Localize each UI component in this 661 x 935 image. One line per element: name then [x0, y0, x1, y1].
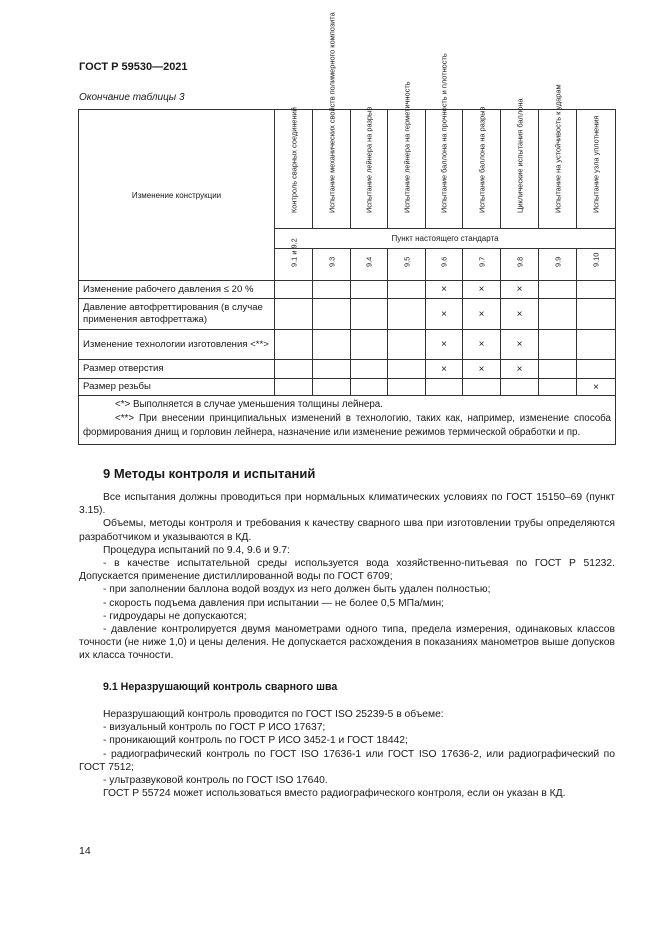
column-header: [388, 81, 426, 229]
column-header-text: Циклические испытания баллона: [515, 98, 524, 213]
mark-cell: [539, 281, 577, 299]
mark-cell: [539, 299, 577, 330]
list-item: - давление контролируется двумя манометрами одного типа, предела измерения, одинаковых классов точности (не ниже 1,0) и цены деления. Не допускается расхождения в показаниях манометров выше допусков их класса точности.: [79, 624, 615, 662]
clause-cell: [539, 249, 577, 281]
clause-number: 9.4: [364, 256, 374, 267]
mark-cell: [351, 330, 388, 360]
clause-number: 9.9: [553, 256, 562, 267]
column-header-text: Испытание баллона на разрыв: [477, 106, 486, 213]
clause-number: 9.1 и 9.2: [289, 238, 298, 267]
mark-cell: [275, 299, 313, 330]
table-row: [79, 299, 616, 330]
row-label: Изменение технологии изготовления <**>: [79, 330, 275, 360]
paragraph: Процедура испытаний по 9.4, 9.6 и 9.7:: [103, 544, 290, 556]
list-item: - при заполнении баллона водой воздух из него должен быть удален полностью;: [103, 584, 491, 596]
mark-cell: [501, 379, 539, 396]
clause-number: 9.10: [591, 252, 601, 267]
mark-cell: [275, 360, 313, 379]
mark-cell: [351, 281, 388, 299]
mark-cell: ×: [463, 360, 501, 379]
table-notes: [79, 396, 616, 445]
table-note: <*> Выполняется в случае уменьшения толщины лейнера.: [115, 399, 383, 410]
mark-cell: ×: [501, 360, 539, 379]
list-item: - в качестве испытательной среды используется вода хозяйственно-питьевая по ГОСТ Р 51232. Допускается применение дистиллированной воды по ГОСТ 6709;: [79, 558, 615, 583]
mark-cell: ×: [463, 281, 501, 299]
table-row: [79, 360, 616, 379]
mark-cell: [351, 360, 388, 379]
table-caption: Окончание таблицы 3: [79, 92, 185, 103]
mark-cell: ×: [501, 299, 539, 330]
mark-cell: [351, 379, 388, 396]
list-item: - ультразвуковой контроль по ГОСТ ISO 17640.: [103, 775, 328, 787]
header-row: [79, 110, 616, 229]
clause-span-header: Пункт настоящего стандарта: [275, 229, 616, 249]
mark-cell: [577, 330, 616, 360]
mark-cell: ×: [426, 330, 463, 360]
list-item: - гидроудары не допускаются;: [103, 610, 247, 622]
clause-cell: [388, 249, 426, 281]
document-id: ГОСТ Р 59530—2021: [79, 61, 188, 73]
clause-number: 9.7: [477, 256, 486, 267]
mark-cell: [275, 281, 313, 299]
clause-number: 9.5: [402, 256, 411, 267]
mark-cell: [313, 360, 351, 379]
clause-cell: [501, 249, 539, 281]
column-header: [275, 107, 313, 229]
page-number: 14: [79, 845, 91, 857]
mark-cell: [388, 281, 426, 299]
paragraph: Все испытания должны проводиться при нормальных климатических условиях по ГОСТ 15150–69 (пункт 3.15).: [79, 492, 615, 517]
mark-cell: [388, 299, 426, 330]
subsection-body: [79, 708, 615, 800]
mark-cell: [539, 379, 577, 396]
mark-cell: ×: [501, 330, 539, 360]
paragraph: ГОСТ Р 55724 может использоваться вместо радиографического контроля, если он указан в КД.: [103, 788, 566, 800]
row-label: Размер отверстия: [79, 360, 275, 379]
list-item: - радиографический контроль по ГОСТ ISO 17636-1 или ГОСТ ISO 17636-2, или радиографический по ГОСТ 7512;: [79, 748, 615, 773]
mark-cell: [313, 281, 351, 299]
list-item: - визуальный контроль по ГОСТ Р ИСО 17637;: [103, 722, 326, 734]
mark-cell: [388, 360, 426, 379]
column-header: [313, 12, 351, 229]
row-label: Размер резьбы: [79, 379, 275, 396]
list-item: - проникающий контроль по ГОСТ Р ИСО 3452-1 и ГОСТ 18442;: [103, 735, 408, 747]
column-header: [463, 106, 501, 229]
mark-cell: [388, 330, 426, 360]
section-title: 9 Методы контроля и испытаний: [103, 466, 316, 481]
clause-number: 9.6: [439, 256, 449, 267]
corner-header: Изменение конструкции: [79, 110, 275, 281]
list-item: - скорость подъема давления при испытании — не более 0,5 МПа/мин;: [103, 597, 445, 609]
mark-cell: [388, 379, 426, 396]
column-header: [426, 53, 463, 229]
mark-cell: [351, 299, 388, 330]
clause-cell: [351, 249, 388, 281]
mark-cell: [577, 299, 616, 330]
mark-cell: [275, 379, 313, 396]
notes-row: [79, 396, 616, 445]
column-header: [577, 110, 616, 229]
mark-cell: [313, 299, 351, 330]
mark-cell: ×: [463, 330, 501, 360]
column-header-text: Испытание баллона на прочность и плотность: [439, 53, 449, 213]
clause-number: 9.8: [515, 256, 524, 267]
section-body: [79, 491, 615, 663]
clause-cell: [426, 249, 463, 281]
mark-cell: [577, 281, 616, 299]
column-header-text: Испытание механических свойств полимерного композита: [327, 12, 336, 213]
clause-cell: [313, 249, 351, 281]
mark-cell: [275, 330, 313, 360]
paragraph: Неразрушающий контроль проводится по ГОСТ ISO 25239-5 в объеме:: [103, 709, 444, 720]
row-label: Изменение рабочего давления ≤ 20 %: [79, 281, 275, 299]
mark-cell: ×: [463, 299, 501, 330]
paragraph: Объемы, методы контроля и требования к качеству сварного шва при изготовлении трубы определяются разработчиком и указываются в КД.: [79, 518, 615, 543]
mark-cell: [313, 379, 351, 396]
mark-cell: [577, 360, 616, 379]
mark-cell: [313, 330, 351, 360]
mark-cell: ×: [577, 379, 616, 396]
column-header-text: Испытание на устойчивость к ударам: [553, 84, 562, 213]
clause-number: 9.3: [327, 256, 336, 267]
mark-cell: [539, 330, 577, 360]
table-row: [79, 379, 616, 396]
table-row: [79, 330, 616, 360]
column-header-text: Испытание лейнера на герметичность: [402, 81, 411, 213]
mark-cell: [463, 379, 501, 396]
column-header: [539, 84, 577, 229]
mark-cell: ×: [426, 299, 463, 330]
column-header: [501, 98, 539, 229]
table-note: <**> При внесении принципиальных изменений в технологию, таких как, например, изменение способа формирования днищ и горловин лейнера, назначение или изменение режимов термической обработки и пр.: [83, 413, 611, 438]
clause-cell: [463, 249, 501, 281]
row-label: Давление автофреттирования (в случае применения автофреттажа): [79, 299, 275, 330]
mark-cell: ×: [426, 281, 463, 299]
clause-cell: [275, 238, 313, 281]
column-header-text: Испытание лейнера на разрыв: [364, 106, 374, 213]
mark-cell: ×: [426, 360, 463, 379]
mark-cell: [426, 379, 463, 396]
column-header: [351, 106, 388, 229]
column-header-text: Контроль сварных соединений: [289, 107, 298, 213]
clause-cell: [577, 249, 616, 281]
table-row: [79, 281, 616, 299]
mark-cell: ×: [501, 281, 539, 299]
subsection-title: 9.1 Неразрушающий контроль сварного шва: [103, 681, 338, 693]
column-header-text: Испытание узла уплотнения: [591, 115, 601, 213]
mark-cell: [539, 360, 577, 379]
